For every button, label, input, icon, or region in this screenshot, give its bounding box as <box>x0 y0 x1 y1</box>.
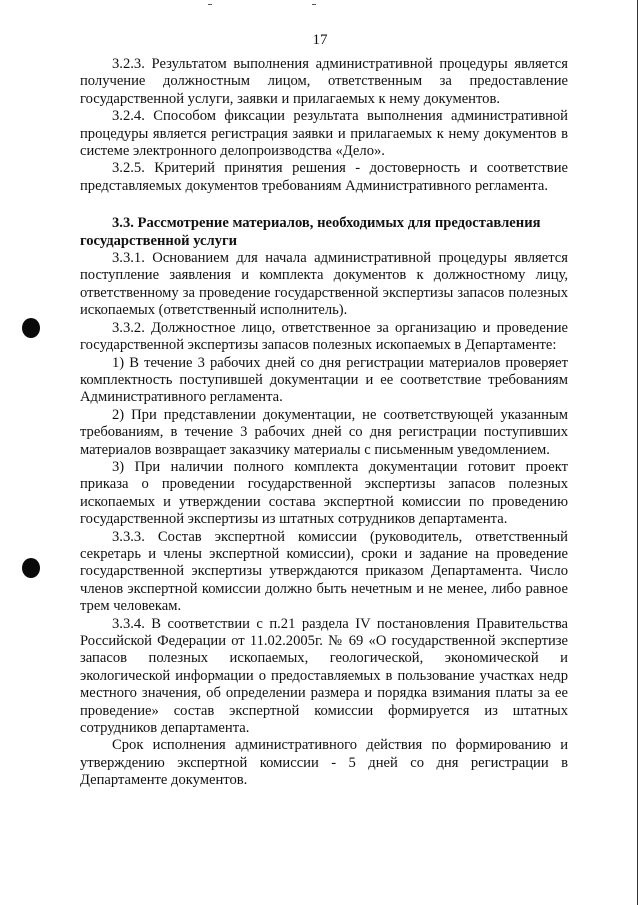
paragraph-3-2-5: 3.2.5. Критерий принятия решения - достоверность и соответствие представляемых документов требованиям Административного регламента. <box>80 160 568 194</box>
paragraph-3-3-3: 3.3.3. Состав экспертной комиссии (руководитель, ответственный секретарь и члены экспертной комиссии), сроки и задание на проведение государственной экспертизы утверждаются приказом Департамента. Число членов экспертной комиссии должно быть нечетным и не менее, либо равное трем человекам. <box>80 528 568 615</box>
list-item-3: 3) При наличии полного комплекта документации готовит проект приказа о проведении государственной экспертизы запасов полезных ископаемых и утверждении состава экспертной комиссии по проведению государственной экспертизы из штатных сотрудников департамента. <box>80 458 568 528</box>
paragraph-3-2-4: 3.2.4. Способом фиксации результата выполнения административной процедуры является регистрация заявки и прилагаемых к нему документов в системе электронного делопроизводства «Дело». <box>80 108 568 160</box>
paragraph-deadline: Срок исполнения административного действия по формированию и утверждению экспертной комиссии - 5 дней со дня регистрации в Департаменте документов. <box>80 737 568 789</box>
paragraph-3-3-2: 3.3.2. Должностное лицо, ответственное за организацию и проведение государственной экспертизы запасов полезных ископаемых в Департаменте: <box>80 319 568 354</box>
paragraph-3-3-4: 3.3.4. В соответствии с п.21 раздела IV постановления Правительства Российской Федерации от 11.02.2005г. № 69 «О государственной экспертизе запасов полезных ископаемых, геологической, экономической и экологической информации о предоставляемых в пользование участках недр местного значения, об определении размера и порядка взимания платы за ее проведение» состав экспертной комиссии формируется из штатных сотрудников департамента. <box>80 615 568 737</box>
punch-hole-mark <box>22 558 40 578</box>
paragraph-3-3-1: 3.3.1. Основанием для начала административной процедуры является поступление заявления и комплекта документов к должностному лицу, ответственному за проведение государственной экспертизы запасов полезных ископаемых (ответственный исполнитель). <box>80 250 568 319</box>
scan-edge-line <box>637 0 638 905</box>
list-item-2: 2) При представлении документации, не соответствующей указанным требованиям, в течение 3 рабочих дней со дня регистрации поступивших материалов возвращает заказчику материалы с письменным уведомлением. <box>80 406 568 458</box>
page-number: 17 <box>312 32 328 48</box>
document-body <box>80 56 568 790</box>
paragraph-3-2-3: 3.2.3. Результатом выполнения административной процедуры является получение должностным лицом, ответственным за предоставление государственной услуги, заявки и прилагаемых к нему документов. <box>80 56 568 107</box>
scan-speck <box>208 4 212 5</box>
list-item-1: 1) В течение 3 рабочих дней со дня регистрации материалов проверяет комплектность поступившей документации и ее соответствие требованиям Административного регламента. <box>80 354 568 406</box>
scan-speck <box>312 4 316 5</box>
punch-hole-mark <box>22 318 40 338</box>
section-heading-3-3: 3.3. Рассмотрение материалов, необходимых для предоставления государственной услуги <box>80 215 541 249</box>
